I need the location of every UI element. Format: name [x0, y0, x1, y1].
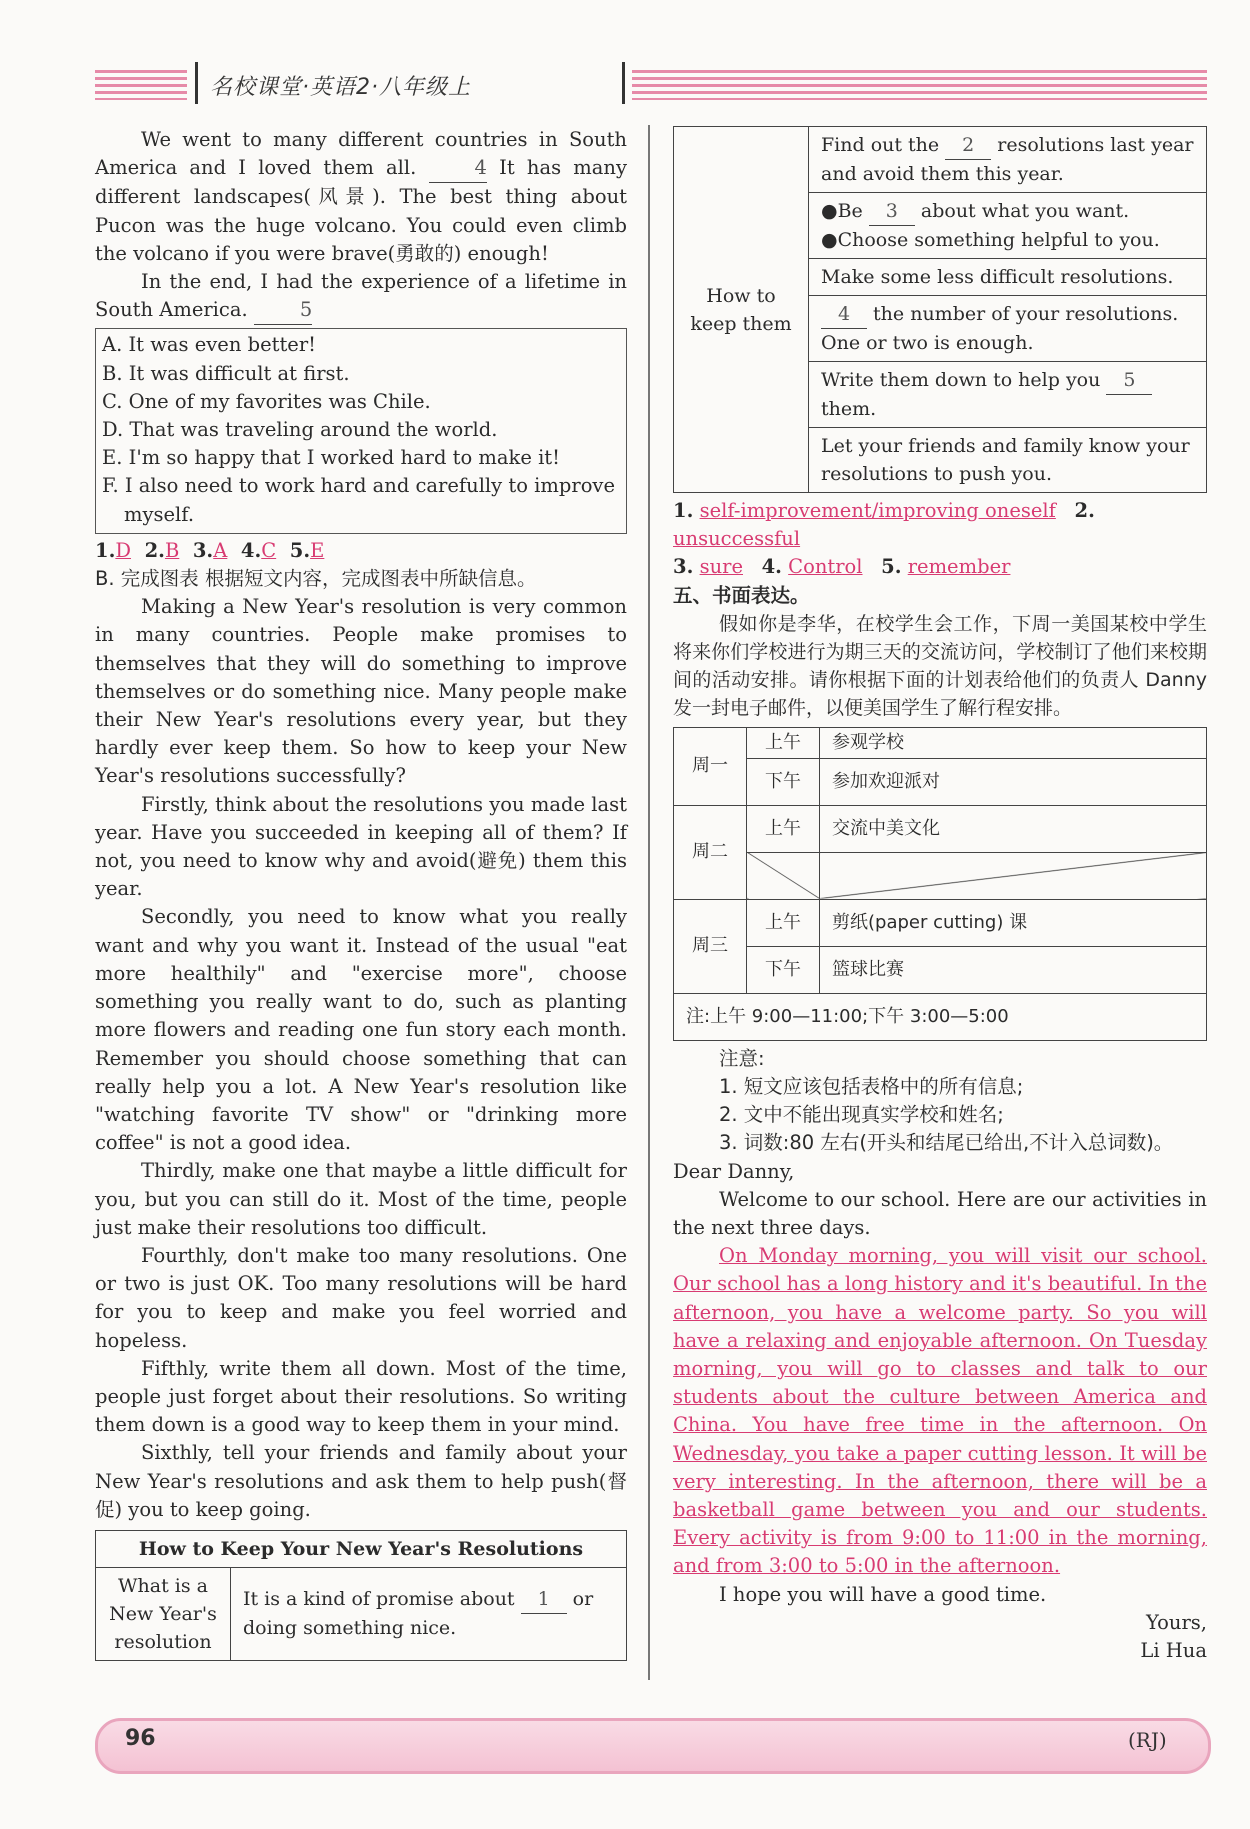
passage-paragraph: Sixthly, tell your friends and family about your New Year's resolutions and ask them to help push(督促) you to keep going.: [95, 1441, 627, 1521]
passage-paragraph: Fifthly, write them all down. Most of the time, people just forget about their resolutions. So writing them down is a good way to keep them in your mind.: [95, 1356, 627, 1437]
blank-2: 2: [945, 131, 991, 160]
answer-line: 1.D 2.B 3.A 4.C 5.E: [95, 538, 325, 562]
table-cell: Find out the 2 resolutions last year and avoid them this year.: [809, 127, 1207, 193]
edition-label: (RJ): [1128, 1728, 1167, 1752]
section-5-heading: 五、书面表达。: [673, 583, 810, 607]
blank-4: 4: [821, 300, 867, 329]
letter-intro: Welcome to our school. Here are our activities in the next three days.: [673, 1187, 1207, 1240]
answer-line: 1. self-improvement/improving oneself 2. unsuccessful: [673, 499, 1095, 551]
header-divider: [622, 62, 625, 104]
table-side-head: How to keep them: [674, 127, 809, 493]
model-essay: On Monday morning, you will visit our school. Our school has a long history and it's beautiful. In the afternoon, you have a welcome party. So you will have a relaxing and enjoyable afternoon. On Tuesday morning, you will go to classes and talk to our students about the culture between America and China. You have free time in the afternoon. On Wednesday, you take a paper cutting lesson. It will be very interesting. In the afternoon, there will be a basketball game between you and our students. Every activity is from 9:00 to 11:00 in the morning, and from 3:00 to 5:00 in the afternoon.: [673, 1244, 1207, 1578]
option: B. It was difficult at first.: [102, 361, 350, 385]
right-column: How to keep them Find out the 2 resolutions last year and avoid them this year. ●Be 3 about what you want. ●Choose something helpful to you. Make some less difficult resolutions. 4 the number of your resolutions. One or two is enough. Write them down to help you 5 them. Let your friends and family know your resolutions to push you. 1. self-improvement/improving oneself 2. unsuccessful 3. sure 4. Control 5. remember 五、书面表达。 假如你是李华，在校学生会工作，下周一美国某校中学生将来你们学校进行为期三天的交流访问，学校制订了他们来校期间的活动安排。请你根据下面的计划表给他们的负责人 Danny 发一封电子邮件，以便美国学生了解行程安排。 周一 上午 参观学校 下午 参加欢迎派对 周二 上午 交流中美文化 周三 上午 剪纸(paper cutting) 课 下午 篮球比赛 注:上午 9:00—11:00;下午 3:00—5:00 注意: 1. 短文应该包括表格中的所有信息; 2. 文中不能出现真实学校和姓名; 3. 词数:80 左右(开头和结尾已给出,不计入总词数)。 Dear Danny, Welcome to our school. Here are our activities in the next three days. On Monday morning, you will visit our school. Our school has a long history and it's beautiful. In the afternoon, you have a welcome party. So you will have a relaxing and enjoyable afternoon. On Tuesday morning, you will go to classes and talk to our students about the culture between America and China. You have free time in the afternoon. On Wednesday, you take a paper cutting lesson. It will be very interesting. In the afternoon, there will be a basketball game between you and our students. Every activity is from 9:00 to 11:00 in the morning, and from 3:00 to 5:00 in the afternoon. I hope you will have a good time. Yours, Li Hua: [673, 126, 1207, 1665]
table-cell: ●Be 3 about what you want. ●Choose something helpful to you.: [809, 193, 1207, 259]
blank-1: 1: [521, 1585, 567, 1614]
passage-paragraph: Fourthly, don't make too many resolutions. One or two is just OK. Too many resolutions will be hard for you to keep and make you feel worried and hopeless.: [95, 1243, 627, 1352]
letter-closing: I hope you will have a good time.: [719, 1582, 1047, 1606]
header-divider: [195, 62, 198, 104]
header-decoration-right: [632, 70, 1207, 100]
notes-title: 注意:: [719, 1046, 765, 1070]
greeting: Dear Danny,: [673, 1159, 795, 1183]
passage-paragraph: Secondly, you need to know what you really want and why you want it. Instead of the usual "eat more healthily" and "exercise more", choose something you really want to do, such as planting more flowers and reading one fun story each month. Remember you should choose something that can really help you a lot. A New Year's resolution like "watching favorite TV show" or "drinking more coffee" is not a good idea.: [95, 905, 627, 1155]
schedule-table: 周一 上午 参观学校 下午 参加欢迎派对 周二 上午 交流中美文化 周三 上午 剪纸(paper cutting) 课 下午 篮球比赛 注:上午 9:00—11:00;下午 3:00—5:00: [673, 727, 1207, 1041]
passage-paragraph: In the end, I had the experience of a lifetime in South America. 5: [95, 268, 627, 325]
passage-paragraph: We went to many different countries in South America and I loved them all. 4 It has many different landscapes(风景). The best thing about Pucon was the huge volcano. You could even climb the volcano if you were brave(勇敢的) enough!: [95, 128, 627, 265]
table-cell: Make some less difficult resolutions.: [809, 259, 1207, 296]
option: D. That was traveling around the world.: [102, 418, 498, 442]
table-title: How to Keep Your New Year's Resolutions: [96, 1530, 627, 1567]
option: A. It was even better!: [102, 333, 316, 357]
blank-4: 4: [429, 154, 487, 183]
page-number: 96: [125, 1726, 156, 1751]
blank-5: 5: [254, 296, 312, 325]
blank-5: 5: [1106, 366, 1152, 395]
writing-prompt: 假如你是李华，在校学生会工作，下周一美国某校中学生将来你们学校进行为期三天的交流访问，学校制订了他们来校期间的活动安排。请你根据下面的计划表给他们的负责人 Danny 发一封电子邮件，以便美国学生了解行程安排。: [673, 612, 1207, 720]
passage-paragraph: Making a New Year's resolution is very common in many countries. People make promises to themselves that they will do something to improve themselves or do something nice. Many people make their New Year's resolutions every year, but they hardly ever keep them. So how to keep your New Year's resolutions successfully?: [95, 595, 627, 788]
resolution-table-right: [673, 126, 1207, 493]
table-row-head: What is a New Year's resolution: [96, 1567, 231, 1660]
header-decoration-left: [95, 70, 187, 100]
passage-paragraph: Thirdly, make one that maybe a little difficult for you, but you can still do it. Most of the time, people just make their resolutions too difficult.: [95, 1159, 627, 1239]
option: C. One of my favorites was Chile.: [102, 389, 431, 413]
left-column: [95, 126, 627, 1661]
letter-yours: Yours,: [1145, 1610, 1207, 1634]
section-b-heading: B. 完成图表 根据短文内容，完成图表中所缺信息。: [95, 567, 537, 591]
column-divider: [648, 125, 650, 1680]
answer-line: 3. sure 4. Control 5. remember: [673, 555, 1011, 579]
blank-3: 3: [869, 197, 915, 226]
table-cell: Write them down to help you 5 them.: [809, 362, 1207, 428]
resolution-table-left: [95, 1530, 627, 1661]
option: E. I'm so happy that I worked hard to make it!: [102, 446, 560, 470]
table-cell: It is a kind of promise about 1 or doing something nice.: [231, 1567, 627, 1660]
option: F. I also need to work hard and carefully to improve myself.: [102, 474, 615, 526]
passage-paragraph: Firstly, think about the resolutions you made last year. Have you succeeded in keeping all of them? If not, you need to know why and avoid(避免) them this year.: [95, 792, 627, 901]
footer-bar: [95, 1718, 1211, 1774]
letter-name: Li Hua: [1140, 1639, 1207, 1663]
options-box: [95, 328, 627, 533]
table-cell: Let your friends and family know your resolutions to push you.: [809, 428, 1207, 493]
header-title: 名校课堂·英语2·八年级上: [210, 75, 471, 100]
table-cell: 4 the number of your resolutions. One or two is enough.: [809, 296, 1207, 362]
